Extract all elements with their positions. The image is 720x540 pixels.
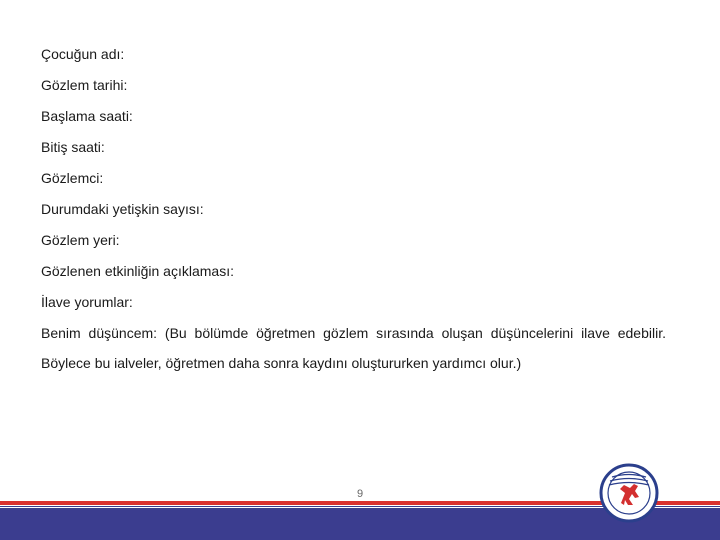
field-observation-place: Gözlem yeri: — [41, 232, 120, 248]
field-activity-description: Gözlenen etkinliğin açıklaması: — [41, 263, 234, 279]
field-observation-date: Gözlem tarihi: — [41, 77, 128, 93]
field-end-time: Bitiş saati: — [41, 139, 105, 155]
page-number: 9 — [356, 488, 364, 500]
field-observer: Gözlemci: — [41, 170, 104, 186]
field-adult-count: Durumdaki yetişkin sayısı: — [41, 201, 204, 217]
form-fields — [41, 46, 666, 378]
university-seal-icon — [597, 463, 661, 523]
field-additional-comments: İlave yorumlar: — [41, 294, 133, 310]
field-child-name: Çocuğun adı: — [41, 46, 125, 62]
opinion-paragraph: Benim düşüncem: (Bu bölümde öğretmen gözlem sırasında oluşan düşüncelerini ilave edebilir. Böylece bu ialveler, öğretmen daha sonra kaydını oluştururken yardımcı olur.) — [41, 325, 666, 371]
field-start-time: Başlama saati: — [41, 108, 133, 124]
